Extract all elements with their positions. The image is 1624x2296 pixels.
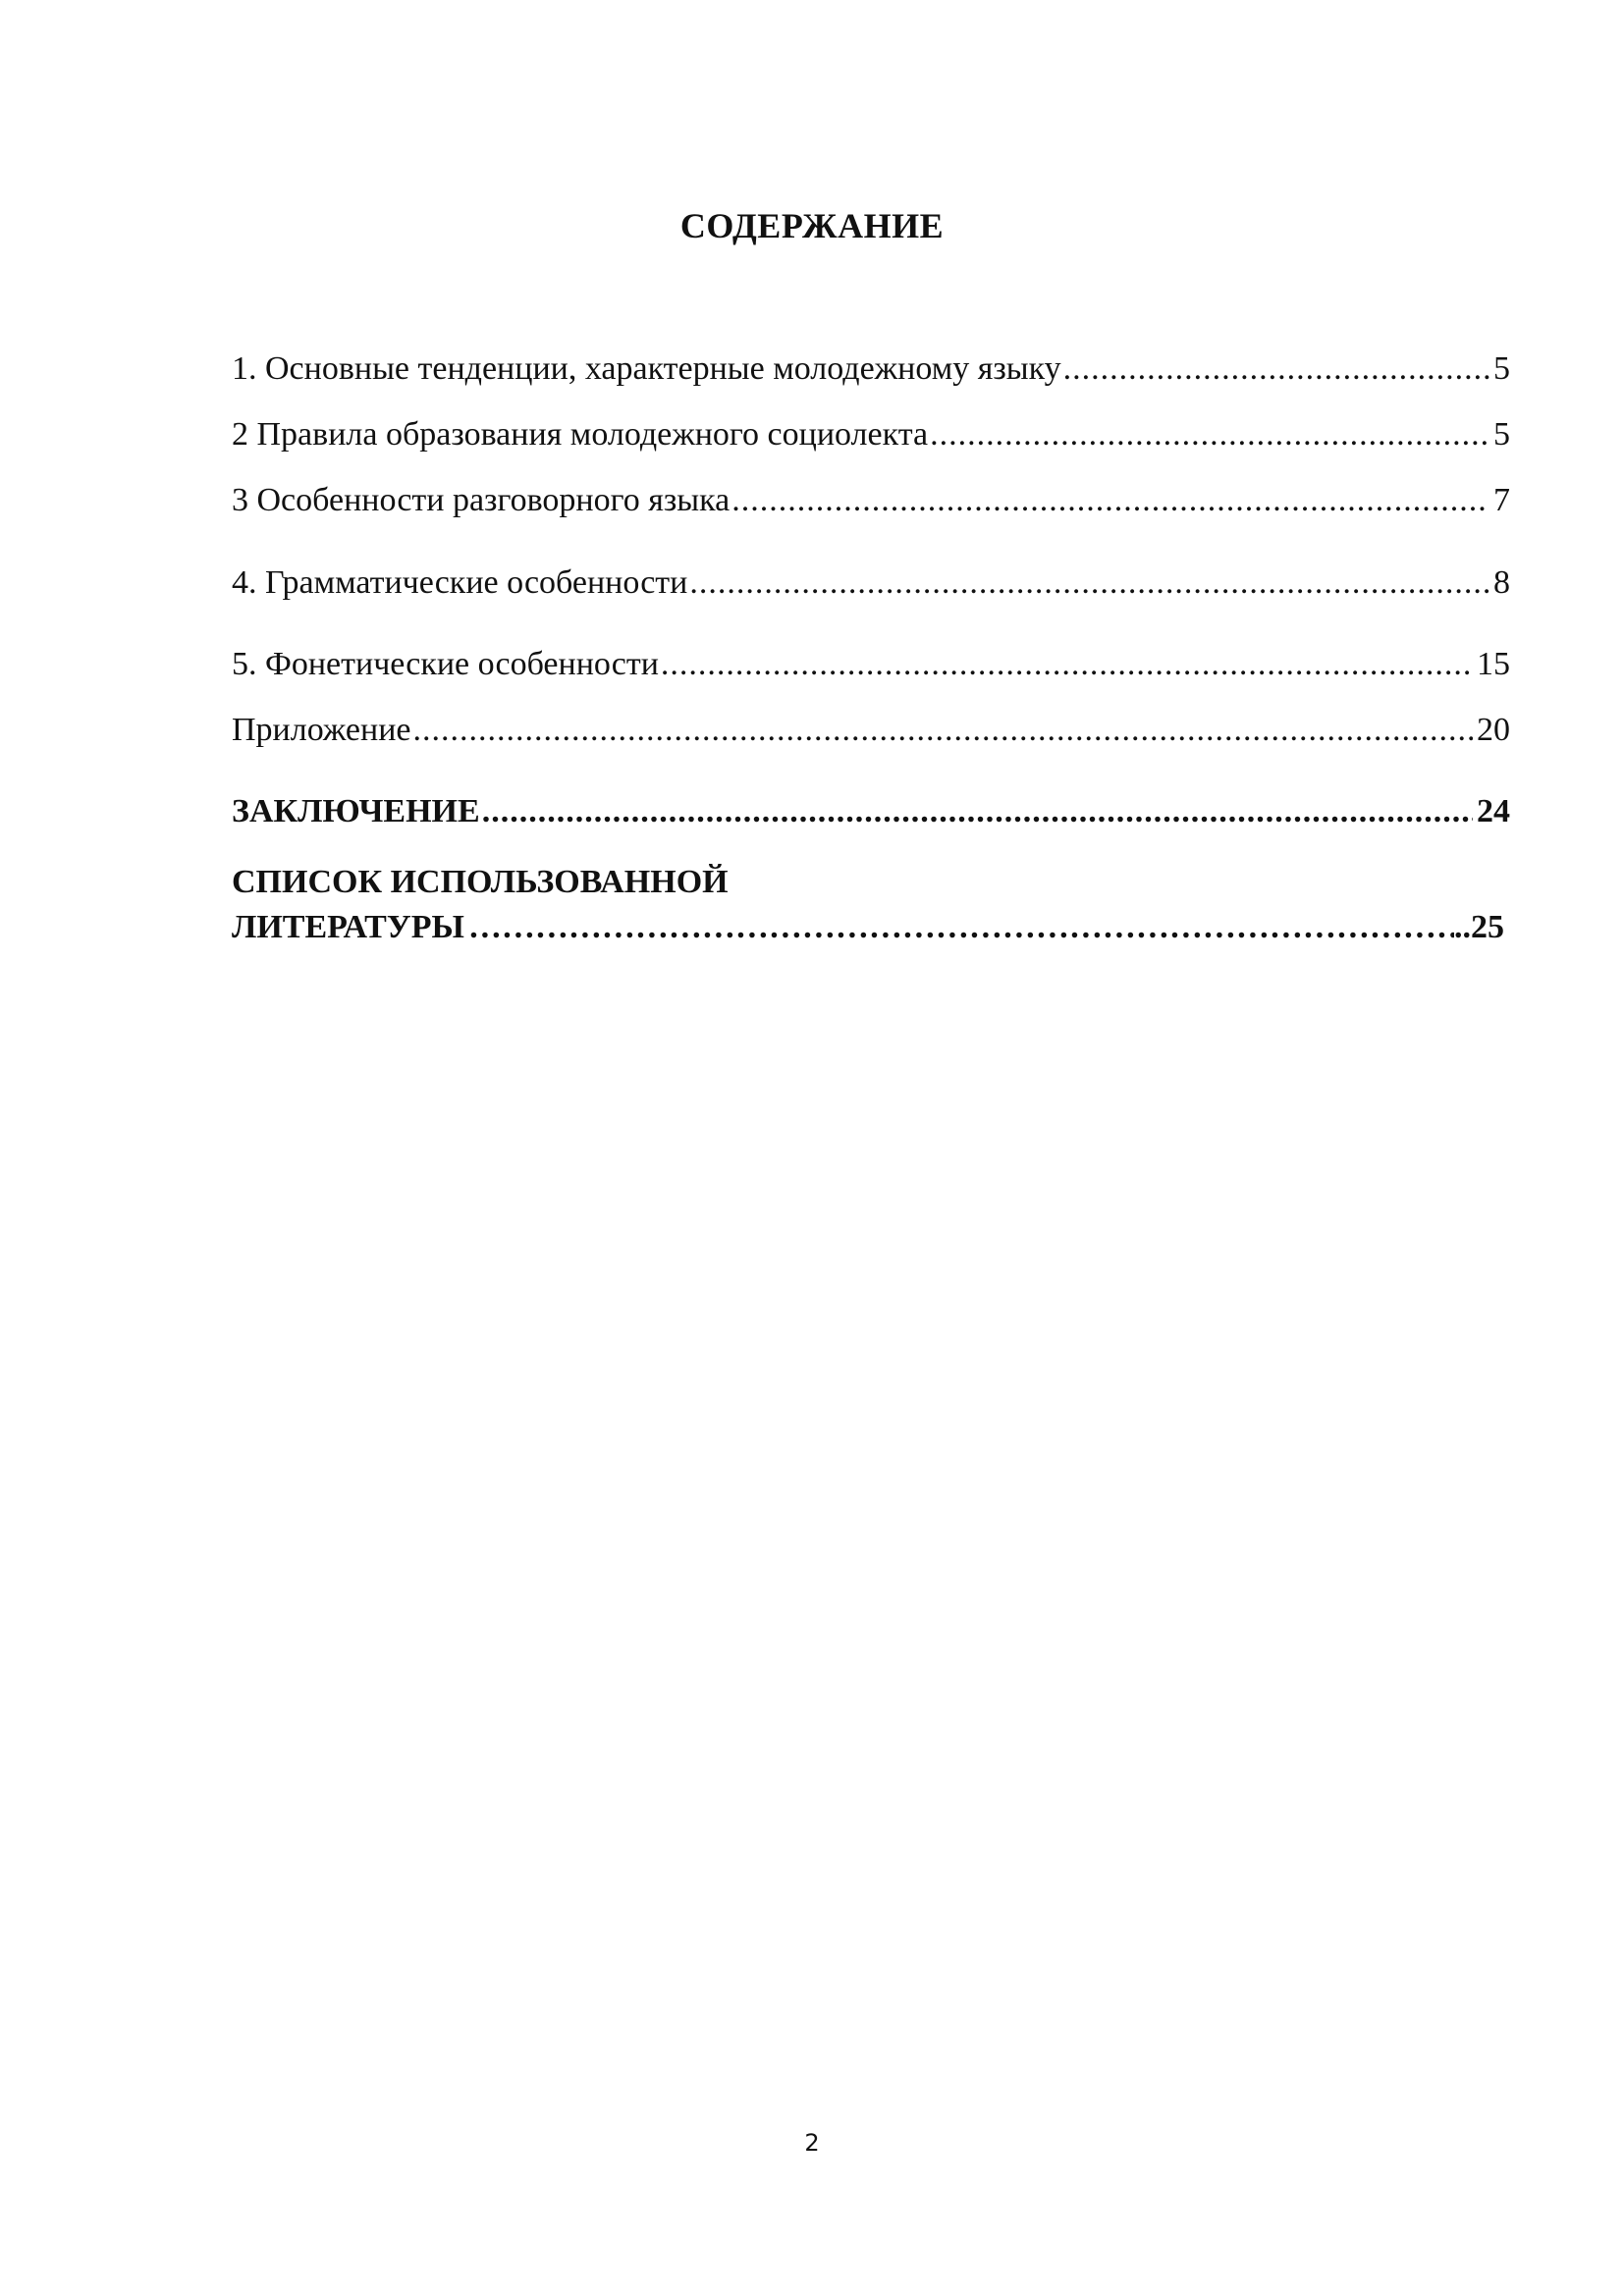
toc-entry-bibliography[interactable] [232, 860, 1510, 950]
dot-leader [661, 644, 1473, 685]
toc-entry-label: 3 Особенности разговорного языка [232, 482, 731, 518]
toc-entry-page: 5 [1493, 350, 1510, 387]
toc-entry[interactable] [232, 348, 1510, 390]
toc-entry-label: Приложение [232, 712, 411, 748]
toc-entry-label: 1. Основные тенденции, характерные молодежному языку [232, 350, 1061, 387]
page-number: 2 [804, 2129, 820, 2157]
dot-leader [930, 414, 1489, 455]
toc-entry-label: 4. Грамматические особенности [232, 564, 688, 601]
toc-entry-conclusion[interactable] [232, 791, 1510, 832]
toc-entry[interactable] [232, 644, 1510, 685]
toc-entry-label: 5. Фонетические особенности [232, 646, 659, 682]
toc-entry[interactable] [232, 414, 1510, 455]
toc-entry-label: ЗАКЛЮЧЕНИЕ [232, 793, 480, 829]
dot-leader [482, 791, 1473, 832]
toc-entry-label: 2 Правила образования молодежного социолекта [232, 416, 929, 453]
toc-entry-page: 24 [1477, 793, 1510, 829]
toc-entry-page: 8 [1493, 564, 1510, 601]
toc-entry-label-line1: СПИСОК ИСПОЛЬЗОВАННОЙ [232, 864, 729, 900]
dot-leader [468, 905, 1454, 950]
toc-entry-label-line2: ЛИТЕРАТУРЫ [232, 909, 464, 945]
toc-heading: СОДЕРЖАНИЕ [679, 206, 945, 245]
toc-entry-page: ..25 [1454, 909, 1504, 945]
dot-leader [689, 562, 1489, 604]
dot-leader [412, 710, 1473, 751]
toc-entry-label-line2-row [232, 905, 1504, 950]
toc-entry-page: 15 [1477, 646, 1510, 682]
toc-entry[interactable] [232, 562, 1510, 604]
toc-entry[interactable] [232, 480, 1510, 521]
toc-entry-page: 7 [1493, 482, 1510, 518]
toc-entry-page: 5 [1493, 416, 1510, 453]
toc-entry[interactable] [232, 710, 1510, 751]
dot-leader [1063, 348, 1489, 390]
toc-entry-page: 20 [1477, 712, 1510, 748]
dot-leader [731, 480, 1489, 521]
